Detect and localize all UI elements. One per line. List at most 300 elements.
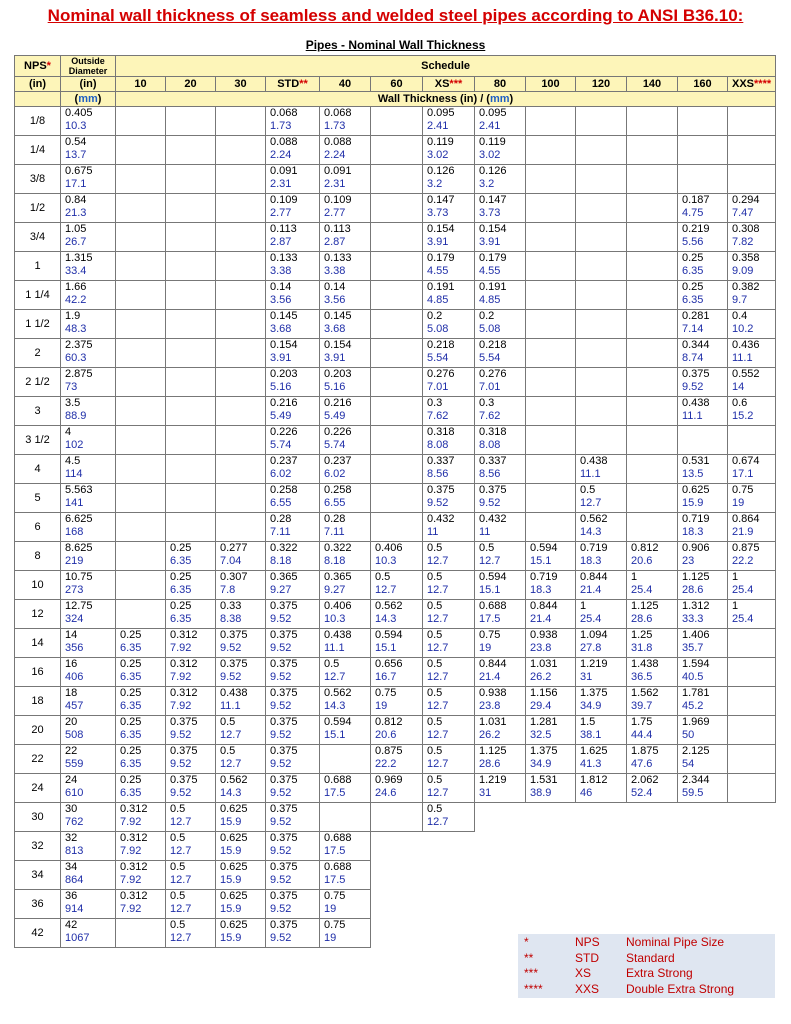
wall-thickness-cell: 0.203 5.16 xyxy=(266,368,320,397)
empty-cell xyxy=(216,252,266,281)
schedule-header: Schedule xyxy=(116,56,776,77)
wall-thickness-cell: 0.5 12.7 xyxy=(423,687,475,716)
wall-thickness-cell: 0.216 5.49 xyxy=(266,397,320,426)
blank-area xyxy=(371,832,776,861)
empty-cell xyxy=(166,484,216,513)
wall-thickness-cell: 0.154 3.91 xyxy=(423,223,475,252)
blank-area xyxy=(371,861,776,890)
empty-cell xyxy=(576,368,627,397)
table-row xyxy=(15,310,776,339)
empty-cell xyxy=(728,745,776,774)
wall-thickness-cell: 0.25 6.35 xyxy=(116,716,166,745)
empty-cell xyxy=(216,426,266,455)
empty-cell xyxy=(627,368,678,397)
outside-diameter-cell: 36 914 xyxy=(61,890,116,919)
empty-cell xyxy=(728,136,776,165)
schedule-column-header: STD** xyxy=(266,77,320,92)
wall-thickness-cell: 0.375 9.52 xyxy=(266,687,320,716)
wall-thickness-cell: 0.844 21.4 xyxy=(475,658,526,687)
wall-thickness-cell: 0.812 20.6 xyxy=(627,542,678,571)
wall-thickness-cell: 0.5 12.7 xyxy=(166,861,216,890)
empty-cell xyxy=(371,339,423,368)
wall-thickness-cell: 0.133 3.38 xyxy=(320,252,371,281)
wall-thickness-cell: 0.75 19 xyxy=(728,484,776,513)
wall-thickness-cell: 0.432 11 xyxy=(423,513,475,542)
wall-thickness-cell: 0.276 7.01 xyxy=(423,368,475,397)
wall-thickness-cell: 0.438 11.1 xyxy=(320,629,371,658)
wall-thickness-cell: 0.375 9.52 xyxy=(266,600,320,629)
empty-cell xyxy=(526,455,576,484)
wall-thickness-cell: 0.625 15.9 xyxy=(216,832,266,861)
wall-thickness-cell: 0.109 2.77 xyxy=(320,194,371,223)
legend-stars: *** xyxy=(524,966,539,980)
outside-diameter-cell: 0.405 10.3 xyxy=(61,107,116,136)
empty-cell xyxy=(728,716,776,745)
empty-cell xyxy=(526,223,576,252)
schedule-column-header: 60 xyxy=(371,77,423,92)
wall-thickness-cell: 0.75 19 xyxy=(320,890,371,919)
outside-diameter-cell: 6.625 168 xyxy=(61,513,116,542)
od-header: Outside Diameter xyxy=(61,56,116,77)
nps-cell: 18 xyxy=(15,687,61,716)
outside-diameter-cell: 34 864 xyxy=(61,861,116,890)
wall-thickness-cell: 0.119 3.02 xyxy=(423,136,475,165)
nps-cell: 30 xyxy=(15,803,61,832)
nps-cell: 1 1/2 xyxy=(15,310,61,339)
wall-thickness-cell: 1 25.4 xyxy=(576,600,627,629)
empty-cell xyxy=(576,136,627,165)
nps-cell: 1/8 xyxy=(15,107,61,136)
wall-thickness-cell: 0.218 5.54 xyxy=(423,339,475,368)
wall-thickness-cell: 0.344 8.74 xyxy=(678,339,728,368)
wall-thickness-cell: 0.375 9.52 xyxy=(678,368,728,397)
empty-cell xyxy=(116,194,166,223)
legend-meaning: Nominal Pipe Size xyxy=(626,935,725,949)
empty-cell xyxy=(526,513,576,542)
wall-thickness-cell: 0.812 20.6 xyxy=(371,716,423,745)
empty-cell xyxy=(576,223,627,252)
wall-thickness-cell: 0.145 3.68 xyxy=(320,310,371,339)
empty-cell xyxy=(627,397,678,426)
wall-thickness-cell: 0.258 6.55 xyxy=(320,484,371,513)
wall-thickness-cell: 1 25.4 xyxy=(627,571,678,600)
wall-thickness-cell: 0.5 12.7 xyxy=(166,919,216,948)
empty-cell xyxy=(627,223,678,252)
empty-cell xyxy=(576,310,627,339)
wall-thickness-cell: 0.312 7.92 xyxy=(116,861,166,890)
wall-thickness-cell: 0.875 22.2 xyxy=(371,745,423,774)
nps-cell: 12 xyxy=(15,600,61,629)
nps-cell: 1 1/4 xyxy=(15,281,61,310)
schedule-column-header: 40 xyxy=(320,77,371,92)
legend-stars: ** xyxy=(524,950,534,965)
empty-cell xyxy=(728,107,776,136)
wall-thickness-cell: 0.625 15.9 xyxy=(216,890,266,919)
empty-cell xyxy=(216,194,266,223)
empty-cell xyxy=(166,368,216,397)
wall-thickness-cell: 2.125 54 xyxy=(678,745,728,774)
empty-cell xyxy=(526,136,576,165)
outside-diameter-cell: 3.5 88.9 xyxy=(61,397,116,426)
wall-thickness-header: Wall Thickness (in) / (mm) xyxy=(116,92,776,107)
legend-stars: **** xyxy=(524,981,543,996)
empty-cell xyxy=(371,165,423,194)
schedule-column-header: 80 xyxy=(475,77,526,92)
empty-cell xyxy=(166,223,216,252)
wall-thickness-cell: 0.126 3.2 xyxy=(423,165,475,194)
outside-diameter-cell: 2.375 60.3 xyxy=(61,339,116,368)
wall-thickness-cell: 0.375 9.52 xyxy=(475,484,526,513)
schedule-column-header: 10 xyxy=(116,77,166,92)
empty-cell xyxy=(728,774,776,803)
wall-thickness-cell: 0.5 12.7 xyxy=(475,542,526,571)
wall-thickness-cell: 0.375 9.52 xyxy=(266,774,320,803)
empty-cell xyxy=(627,107,678,136)
wall-thickness-cell: 0.25 6.35 xyxy=(116,745,166,774)
empty-cell xyxy=(116,571,166,600)
empty-cell xyxy=(371,397,423,426)
empty-cell xyxy=(216,310,266,339)
outside-diameter-cell: 20 508 xyxy=(61,716,116,745)
wall-thickness-cell: 0.844 21.4 xyxy=(576,571,627,600)
wall-thickness-cell: 1.219 31 xyxy=(576,658,627,687)
wall-thickness-cell: 1.094 27.8 xyxy=(576,629,627,658)
nps-cell: 3/8 xyxy=(15,165,61,194)
nps-cell: 3 1/2 xyxy=(15,426,61,455)
empty-cell xyxy=(116,339,166,368)
wall-thickness-cell: 0.375 9.52 xyxy=(266,832,320,861)
empty-cell xyxy=(728,165,776,194)
empty-cell xyxy=(627,252,678,281)
nps-cell: 10 xyxy=(15,571,61,600)
wall-thickness-cell: 1.594 40.5 xyxy=(678,658,728,687)
wall-thickness-cell: 0.068 1.73 xyxy=(266,107,320,136)
empty-cell xyxy=(526,368,576,397)
table-row xyxy=(15,223,776,252)
wall-thickness-cell: 0.179 4.55 xyxy=(475,252,526,281)
empty-cell xyxy=(371,484,423,513)
empty-cell xyxy=(116,223,166,252)
wall-thickness-cell: 0.625 15.9 xyxy=(216,861,266,890)
empty-cell xyxy=(216,136,266,165)
wall-thickness-cell: 0.594 15.1 xyxy=(475,571,526,600)
wall-thickness-cell: 1.5 38.1 xyxy=(576,716,627,745)
outside-diameter-cell: 0.84 21.3 xyxy=(61,194,116,223)
wall-thickness-cell: 0.337 8.56 xyxy=(423,455,475,484)
empty-cell xyxy=(116,484,166,513)
wall-thickness-cell: 0.277 7.04 xyxy=(216,542,266,571)
legend-stars: * xyxy=(524,935,529,949)
wall-thickness-cell: 0.5 12.7 xyxy=(423,803,475,832)
wall-thickness-cell: 0.113 2.87 xyxy=(266,223,320,252)
table-row xyxy=(15,455,776,484)
wall-thickness-cell: 0.562 14.3 xyxy=(216,774,266,803)
empty-cell xyxy=(526,281,576,310)
wall-thickness-cell: 0.307 7.8 xyxy=(216,571,266,600)
outside-diameter-cell: 1.05 26.7 xyxy=(61,223,116,252)
nps-cell: 2 xyxy=(15,339,61,368)
wall-thickness-cell: 0.5 12.7 xyxy=(166,832,216,861)
wall-thickness-cell: 1.25 31.8 xyxy=(627,629,678,658)
empty-cell xyxy=(116,368,166,397)
empty-cell xyxy=(526,252,576,281)
empty-cell xyxy=(371,455,423,484)
outside-diameter-cell: 0.54 13.7 xyxy=(61,136,116,165)
nps-cell: 36 xyxy=(15,890,61,919)
wall-thickness-cell: 1.781 45.2 xyxy=(678,687,728,716)
wall-thickness-cell: 0.375 9.52 xyxy=(266,745,320,774)
schedule-column-header: 120 xyxy=(576,77,627,92)
schedule-column-header: 30 xyxy=(216,77,266,92)
table-row xyxy=(15,397,776,426)
legend-meaning: Standard xyxy=(626,950,675,965)
wall-thickness-cell: 0.25 6.35 xyxy=(116,658,166,687)
wall-thickness-cell: 0.318 8.08 xyxy=(423,426,475,455)
wall-thickness-cell: 0.312 7.92 xyxy=(166,687,216,716)
nps-cell: 4 xyxy=(15,455,61,484)
wall-thickness-cell: 0.562 14.3 xyxy=(576,513,627,542)
table-row xyxy=(15,571,776,600)
blank-header-cell xyxy=(15,92,61,107)
wall-thickness-cell: 1.875 47.6 xyxy=(627,745,678,774)
empty-cell xyxy=(166,339,216,368)
wall-thickness-cell: 0.75 19 xyxy=(371,687,423,716)
table-row xyxy=(15,368,776,397)
empty-cell xyxy=(576,339,627,368)
wall-thickness-cell: 0.5 12.7 xyxy=(216,745,266,774)
legend-item xyxy=(518,951,775,966)
nps-cell: 16 xyxy=(15,658,61,687)
wall-thickness-cell: 0.5 12.7 xyxy=(166,803,216,832)
wall-thickness-cell: 0.719 18.3 xyxy=(576,542,627,571)
wall-thickness-cell: 0.375 9.52 xyxy=(166,774,216,803)
table-row xyxy=(15,600,776,629)
wall-thickness-cell: 0.28 7.11 xyxy=(266,513,320,542)
legend-item xyxy=(518,982,775,997)
table-row xyxy=(15,513,776,542)
wall-thickness-cell: 0.656 16.7 xyxy=(371,658,423,687)
wall-thickness-cell: 0.594 15.1 xyxy=(320,716,371,745)
table-row xyxy=(15,165,776,194)
empty-cell xyxy=(371,368,423,397)
empty-cell xyxy=(216,281,266,310)
wall-thickness-cell: 1.281 32.5 xyxy=(526,716,576,745)
empty-cell xyxy=(116,600,166,629)
wall-thickness-cell: 0.25 6.35 xyxy=(166,571,216,600)
wall-thickness-cell: 0.844 21.4 xyxy=(526,600,576,629)
table-row xyxy=(15,774,776,803)
empty-cell xyxy=(216,368,266,397)
blank-area xyxy=(475,803,776,832)
wall-thickness-cell: 0.75 19 xyxy=(475,629,526,658)
empty-cell xyxy=(216,513,266,542)
table-row xyxy=(15,832,776,861)
empty-cell xyxy=(576,397,627,426)
empty-cell xyxy=(627,165,678,194)
empty-cell xyxy=(627,339,678,368)
table-row xyxy=(15,136,776,165)
wall-thickness-cell: 0.318 8.08 xyxy=(475,426,526,455)
wall-thickness-cell: 0.375 9.52 xyxy=(216,629,266,658)
empty-cell xyxy=(116,310,166,339)
wall-thickness-cell: 0.154 3.91 xyxy=(266,339,320,368)
empty-cell xyxy=(320,745,371,774)
wall-thickness-cell: 0.322 8.18 xyxy=(320,542,371,571)
outside-diameter-cell: 42 1067 xyxy=(61,919,116,948)
nps-cell: 3/4 xyxy=(15,223,61,252)
legend-meaning: Extra Strong xyxy=(626,966,693,980)
wall-thickness-cell: 1.156 29.4 xyxy=(526,687,576,716)
outside-diameter-cell: 24 610 xyxy=(61,774,116,803)
nps-cell: 1/2 xyxy=(15,194,61,223)
wall-thickness-cell: 0.337 8.56 xyxy=(475,455,526,484)
wall-thickness-cell: 0.095 2.41 xyxy=(423,107,475,136)
wall-thickness-cell: 0.432 11 xyxy=(475,513,526,542)
empty-cell xyxy=(576,281,627,310)
wall-thickness-cell: 1.812 46 xyxy=(576,774,627,803)
outside-diameter-cell: 1.315 33.4 xyxy=(61,252,116,281)
wall-thickness-cell: 1.406 35.7 xyxy=(678,629,728,658)
wall-thickness-cell: 0.294 7.47 xyxy=(728,194,776,223)
legend-abbr: NPS xyxy=(575,935,600,949)
empty-cell xyxy=(576,194,627,223)
wall-thickness-cell: 0.216 5.49 xyxy=(320,397,371,426)
wall-thickness-cell: 0.133 3.38 xyxy=(266,252,320,281)
wall-thickness-cell: 0.28 7.11 xyxy=(320,513,371,542)
outside-diameter-cell: 12.75 324 xyxy=(61,600,116,629)
empty-cell xyxy=(116,165,166,194)
table-row xyxy=(15,426,776,455)
wall-thickness-cell: 1 25.4 xyxy=(728,600,776,629)
outside-diameter-cell: 5.563 141 xyxy=(61,484,116,513)
wall-thickness-cell: 0.091 2.31 xyxy=(266,165,320,194)
empty-cell xyxy=(371,513,423,542)
wall-thickness-cell: 0.14 3.56 xyxy=(320,281,371,310)
wall-thickness-cell: 0.365 9.27 xyxy=(320,571,371,600)
wall-thickness-cell: 1.438 36.5 xyxy=(627,658,678,687)
empty-cell xyxy=(678,165,728,194)
wall-thickness-cell: 0.719 18.3 xyxy=(678,513,728,542)
table-row xyxy=(15,745,776,774)
wall-thickness-cell: 0.562 14.3 xyxy=(371,600,423,629)
schedule-column-header: 100 xyxy=(526,77,576,92)
wall-thickness-cell: 1.125 28.6 xyxy=(627,600,678,629)
empty-cell xyxy=(320,803,371,832)
wall-thickness-cell: 0.281 7.14 xyxy=(678,310,728,339)
wall-thickness-cell: 0.406 10.3 xyxy=(320,600,371,629)
wall-thickness-cell: 0.088 2.24 xyxy=(320,136,371,165)
wall-thickness-cell: 0.864 21.9 xyxy=(728,513,776,542)
empty-cell xyxy=(116,455,166,484)
wall-thickness-cell: 0.906 23 xyxy=(678,542,728,571)
wall-thickness-cell: 0.625 15.9 xyxy=(678,484,728,513)
wall-thickness-cell: 0.375 9.52 xyxy=(266,658,320,687)
wall-thickness-cell: 0.154 3.91 xyxy=(475,223,526,252)
legend-abbr: XS xyxy=(575,966,592,980)
wall-thickness-cell: 0.438 11.1 xyxy=(678,397,728,426)
outside-diameter-cell: 2.875 73 xyxy=(61,368,116,397)
empty-cell xyxy=(166,455,216,484)
wall-thickness-cell: 0.375 9.52 xyxy=(266,803,320,832)
wall-thickness-cell: 0.531 13.5 xyxy=(678,455,728,484)
table-row xyxy=(15,861,776,890)
wall-thickness-table xyxy=(14,55,776,948)
table-row xyxy=(15,252,776,281)
wall-thickness-cell: 0.25 6.35 xyxy=(678,252,728,281)
empty-cell xyxy=(216,339,266,368)
wall-thickness-cell: 0.375 9.52 xyxy=(266,861,320,890)
empty-cell xyxy=(627,281,678,310)
wall-thickness-cell: 0.25 6.35 xyxy=(116,629,166,658)
wall-thickness-cell: 1.531 38.9 xyxy=(526,774,576,803)
schedule-column-header: XXS**** xyxy=(728,77,776,92)
outside-diameter-cell: 22 559 xyxy=(61,745,116,774)
wall-thickness-cell: 0.33 8.38 xyxy=(216,600,266,629)
wall-thickness-cell: 0.25 6.35 xyxy=(678,281,728,310)
outside-diameter-cell: 30 762 xyxy=(61,803,116,832)
wall-thickness-cell: 0.126 3.2 xyxy=(475,165,526,194)
nps-cell: 3 xyxy=(15,397,61,426)
wall-thickness-cell: 0.938 23.8 xyxy=(475,687,526,716)
wall-thickness-cell: 0.5 12.7 xyxy=(423,774,475,803)
empty-cell xyxy=(627,426,678,455)
outside-diameter-cell: 10.75 273 xyxy=(61,571,116,600)
wall-thickness-cell: 0.5 12.7 xyxy=(371,571,423,600)
legend-abbr: STD xyxy=(575,950,599,965)
wall-thickness-cell: 0.375 9.52 xyxy=(216,658,266,687)
table-row xyxy=(15,629,776,658)
wall-thickness-cell: 0.276 7.01 xyxy=(475,368,526,397)
wall-thickness-cell: 0.5 12.7 xyxy=(423,542,475,571)
empty-cell xyxy=(576,107,627,136)
nps-unit: (in) xyxy=(15,77,61,92)
empty-cell xyxy=(627,194,678,223)
wall-thickness-cell: 0.219 5.56 xyxy=(678,223,728,252)
wall-thickness-cell: 0.312 7.92 xyxy=(116,832,166,861)
wall-thickness-cell: 0.875 22.2 xyxy=(728,542,776,571)
wall-thickness-cell: 0.594 15.1 xyxy=(371,629,423,658)
wall-thickness-cell: 0.594 15.1 xyxy=(526,542,576,571)
nps-cell: 2 1/2 xyxy=(15,368,61,397)
schedule-column-header: 160 xyxy=(678,77,728,92)
wall-thickness-cell: 0.25 6.35 xyxy=(116,687,166,716)
wall-thickness-cell: 1.125 28.6 xyxy=(678,571,728,600)
empty-cell xyxy=(216,107,266,136)
wall-thickness-cell: 0.312 7.92 xyxy=(116,890,166,919)
wall-thickness-cell: 0.203 5.16 xyxy=(320,368,371,397)
empty-cell xyxy=(678,107,728,136)
wall-thickness-cell: 0.191 4.85 xyxy=(423,281,475,310)
empty-cell xyxy=(371,426,423,455)
legend xyxy=(518,934,775,998)
wall-thickness-cell: 1.375 34.9 xyxy=(576,687,627,716)
nps-cell: 8 xyxy=(15,542,61,571)
wall-thickness-cell: 0.25 6.35 xyxy=(116,774,166,803)
wall-thickness-cell: 0.375 9.52 xyxy=(166,745,216,774)
nps-cell: 14 xyxy=(15,629,61,658)
table-row xyxy=(15,484,776,513)
wall-thickness-cell: 0.322 8.18 xyxy=(266,542,320,571)
wall-thickness-cell: 0.5 12.7 xyxy=(166,890,216,919)
empty-cell xyxy=(116,281,166,310)
empty-cell xyxy=(166,426,216,455)
wall-thickness-cell: 0.5 12.7 xyxy=(423,745,475,774)
nps-cell: 6 xyxy=(15,513,61,542)
wall-thickness-cell: 1.625 41.3 xyxy=(576,745,627,774)
empty-cell xyxy=(216,165,266,194)
wall-thickness-cell: 0.187 4.75 xyxy=(678,194,728,223)
wall-thickness-cell: 0.406 10.3 xyxy=(371,542,423,571)
